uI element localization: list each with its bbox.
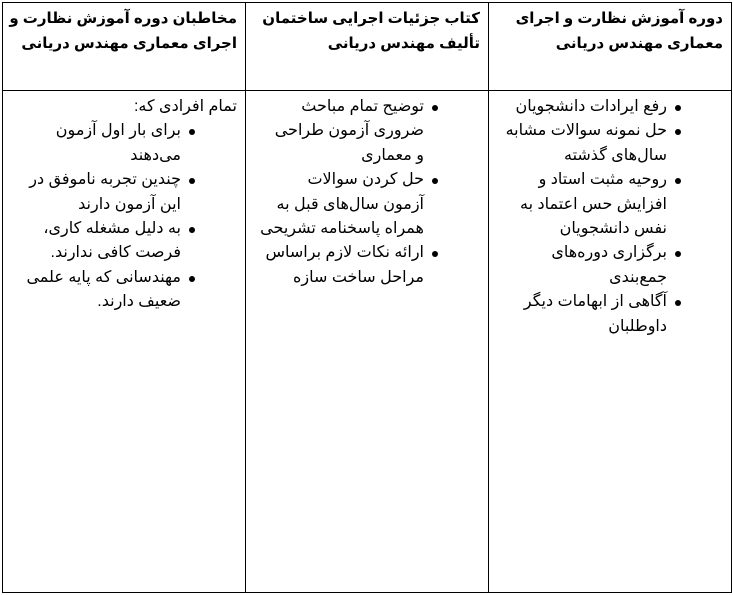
bullet-icon	[189, 129, 195, 135]
list-item-line: افزایش حس اعتماد به	[520, 195, 667, 213]
bullet-icon	[432, 251, 438, 257]
bullet-icon	[189, 276, 195, 282]
list-item-line: سال‌های گذشته	[563, 146, 667, 164]
list-item-line: آگاهی از ابهامات دیگر	[523, 293, 667, 311]
list-item-line: مهندسانی که پایه علمی	[26, 268, 181, 286]
header-row	[3, 3, 732, 91]
header-cell-book	[246, 3, 489, 91]
course-features-list	[493, 95, 723, 339]
list-item-line: ضعیف دارند.	[97, 293, 181, 311]
bullet-icon	[675, 129, 681, 135]
list-item-line: توضیح تمام مباحث	[301, 98, 424, 115]
comparison-table	[2, 2, 732, 593]
list-item	[7, 266, 237, 315]
list-item-line: ارائه نکات لازم براساس	[265, 244, 424, 262]
list-item-line: ضروری آزمون طراحی	[274, 122, 424, 140]
list-item	[493, 241, 723, 290]
list-item-line: حل کردن سوالات	[307, 171, 424, 189]
bullet-icon	[189, 227, 195, 233]
list-item-line: این آزمون دارند	[78, 195, 181, 213]
bullet-icon	[675, 251, 681, 257]
list-item	[250, 95, 480, 168]
list-item-line: می‌دهند	[130, 146, 181, 164]
header-line: کتاب جزئیات اجرایی ساختمان	[262, 10, 480, 27]
list-item-line: مراحل ساخت سازه	[292, 268, 424, 286]
list-item-line: روحیه مثبت استاد و	[538, 171, 667, 189]
list-item-line: و معماری	[361, 146, 424, 164]
bullet-icon	[432, 105, 438, 111]
list-item	[7, 217, 237, 266]
bullet-icon	[432, 178, 438, 184]
list-item-line: فرصت کافی ندارند.	[50, 244, 181, 262]
list-item-line: حل نمونه سوالات مشابه	[505, 122, 667, 140]
audience-intro: تمام افرادی که:	[133, 98, 237, 115]
book-features-list	[250, 95, 480, 290]
list-item-line: به دلیل مشغله کاری،	[43, 220, 181, 238]
list-item-line: چندین تجربه ناموفق در	[29, 171, 181, 189]
header-line: مخاطبان دوره آموزش نظارت و	[9, 10, 237, 27]
bullet-icon	[675, 105, 681, 111]
audience-list	[7, 119, 237, 314]
bullet-icon	[675, 300, 681, 306]
header-line: اجرای معماری مهندس دریانی	[21, 35, 237, 52]
list-item-line: جمع‌بندی	[609, 268, 667, 286]
list-item	[7, 168, 237, 217]
header-cell-audience	[3, 3, 246, 91]
list-item-line: همراه پاسخنامه تشریحی	[260, 220, 424, 238]
list-item	[250, 241, 480, 290]
list-item-line: داوطلبان	[608, 317, 667, 335]
book-features-cell	[246, 91, 489, 593]
list-item	[493, 290, 723, 339]
list-item-line: نفس دانشجویان	[559, 220, 667, 238]
list-item	[250, 168, 480, 241]
list-item	[493, 95, 723, 119]
list-item-line: برای بار اول آزمون	[55, 122, 181, 140]
header-line: دوره آموزش نظارت و اجرای	[515, 10, 723, 27]
bullet-icon	[189, 178, 195, 184]
list-item-line: برگزاری دوره‌های	[551, 244, 667, 262]
list-item	[493, 119, 723, 168]
header-line: تألیف مهندس دریانی	[327, 35, 480, 52]
audience-cell	[3, 91, 246, 593]
header-cell-course	[489, 3, 732, 91]
course-features-cell	[489, 91, 732, 593]
list-item-line: آزمون سال‌های قبل به	[276, 195, 424, 213]
bullet-icon	[675, 178, 681, 184]
list-item-line: رفع ایرادات دانشجویان	[515, 98, 667, 115]
list-item	[7, 119, 237, 168]
header-line: معماری مهندس دریانی	[555, 35, 723, 52]
body-row	[3, 91, 732, 593]
list-item	[493, 168, 723, 241]
